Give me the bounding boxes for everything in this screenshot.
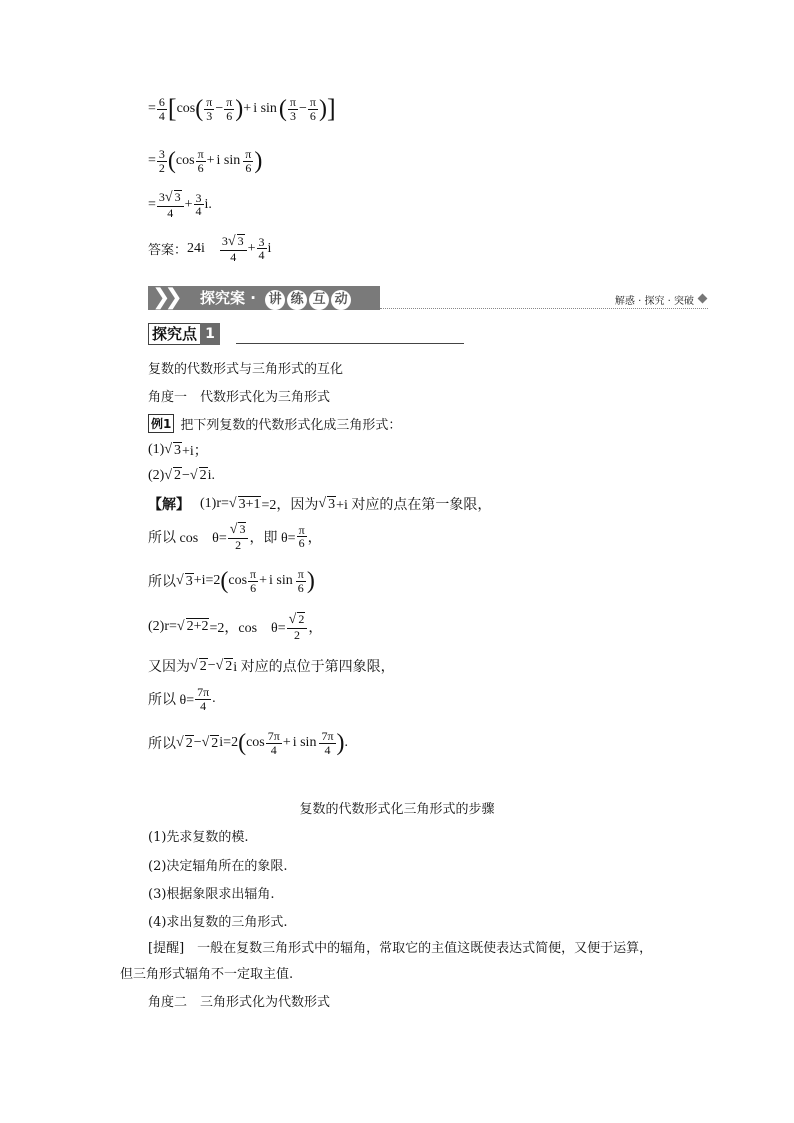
calc-line-2: = $\frac{3}{2}$ ( cos $\frac{\pi}{6}$ + i sin $\frac{\pi}{6}$ ) [148,147,263,175]
item-1: (1) √ 3 +i； [148,442,208,459]
angle-two-heading: 角度二 三角形式化为代数形式 [148,995,331,1010]
banner-char: 互 [309,290,329,310]
double-chevron-icon: ❯❯ [152,285,177,310]
banner-dotted-rule [380,308,708,309]
section-banner [148,286,708,312]
calc-line-1: = $\frac{6}{4}$ [ cos ( $\frac{\pi}{3}$ − $\frac{\pi}{6}$ ) + i sin ( $\frac{\pi}{3}$ − $\frac{\pi}{6}$ ) ] [148,94,336,124]
section-heading: 复数的代数形式与三角形式的互化 [148,362,344,377]
step-item: (4)求出复数的三角形式. [148,915,288,930]
frac-6-4: $\frac{6}{4}$ [158,95,165,123]
explore-point-badge: 探究点 1 [148,323,220,345]
solution-line-7: 所以 √ 2 − √ 2 i=2 ( cos $\frac{7\pi}{4}$ + i sin $\frac{7\pi}{4}$ ) . [148,729,349,757]
calc-line-3: = $\frac{3√ 3}{4}$ + $\frac{3}{4}$ i. [148,190,212,220]
solution-line-5: 又因为 √ 2 − √ 2 i 对应的点位于第四象限， [148,658,395,675]
step-item: (1)先求复数的模. [148,830,249,845]
equals: = [148,101,156,117]
step-item: (2)决定辐角所在的象限. [148,859,288,874]
answer-line: 答案： 24i $\frac{3√ 3}{4}$ + $\frac{3}{4}$ i [148,234,272,264]
banner-right-label: 解惑 · 探究 · 突破 [614,296,694,307]
example-1: 例1 把下列复数的代数形式化成三角形式： [148,414,401,433]
angle-one-heading: 角度一 代数形式化为三角形式 [148,390,331,405]
banner-char: 练 [287,290,307,310]
steps-title: 复数的代数形式化三角形式的步骤 [299,802,495,817]
banner-title: 探究案 · 讲 练 互 动 [200,286,351,310]
solution-line-2: 所以 cos θ= $\frac{√ 3}{2}$ ，即 θ= $\frac{\pi}{6}$ ， [148,522,322,552]
explore-underline [236,343,464,344]
banner-char: 动 [331,290,351,310]
solution-line-4: (2)r= √ 2+2 =2，cos θ= $\frac{√ 2}{2}$ ， [148,612,323,642]
solution-line-1: 【解】 (1)r= √ 3+1 =2，因为 √ 3 +i 对应的点在第一象限， [148,496,492,513]
banner-char: 讲 [265,290,285,310]
diamond-icon [698,294,708,304]
tip-line-1: [提醒] 一般在复数三角形式中的辐角，常取它的主值这既使表达式简便，又便于运算， [148,941,653,956]
solution-line-3: 所以 √ 3 +i=2 ( cos $\frac{\pi}{6}$ + i sin $\frac{\pi}{6}$ ) [148,567,315,595]
example-label: 例1 [148,414,174,433]
tip-line-2: 但三角形式辐角不一定取主值. [120,967,294,982]
step-item: (3)根据象限求出辐角. [148,887,275,902]
item-2: (2) √ 2 − √ 2 i. [148,467,215,483]
solution-line-6: 所以 θ= $\frac{7\pi}{4}$ . [148,685,216,713]
